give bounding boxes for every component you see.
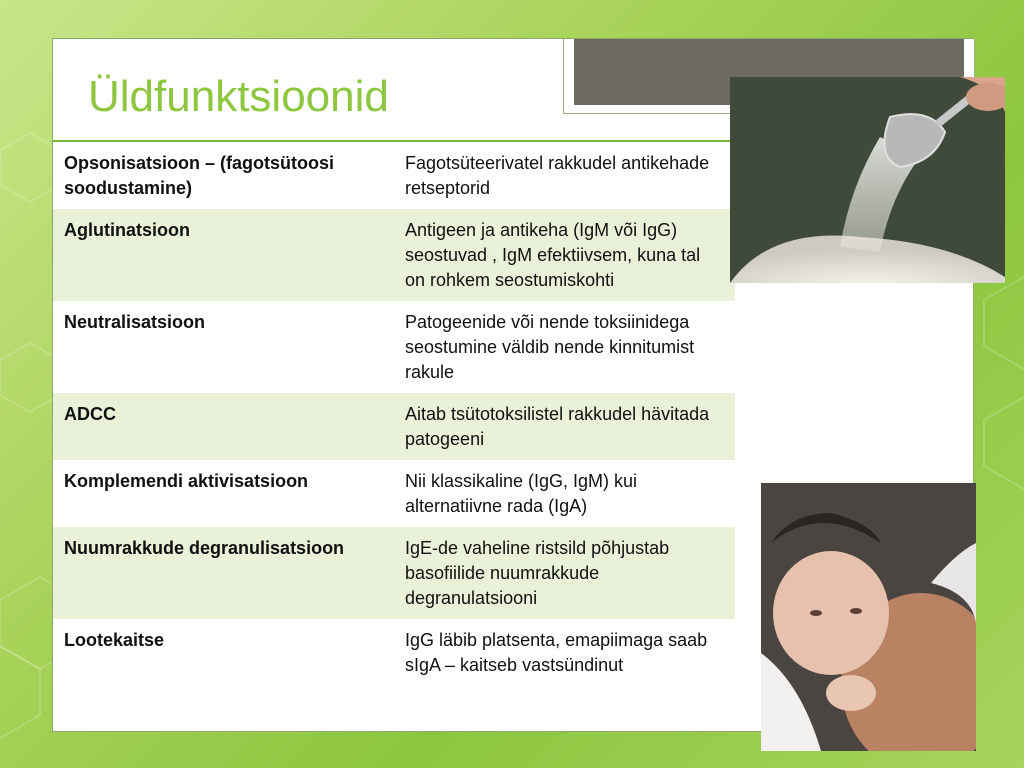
function-term: Neutralisatsioon [64, 312, 206, 332]
table-row [53, 393, 735, 460]
function-description: IgG läbib platsenta, emapiimaga saab sIgA – kaitseb vastsündinut [405, 630, 708, 675]
breastfeeding-baby-photo [761, 483, 976, 751]
function-term: Nuumrakkude degranulisatsioon [64, 538, 345, 558]
baby-illustration [761, 483, 976, 751]
functions-table [53, 140, 735, 686]
function-term: ADCC [64, 404, 116, 424]
function-description: Patogeenide või nende toksiinidega seostumine väldib nende kinnitumist rakule [405, 312, 695, 382]
table-row [53, 527, 735, 619]
page-title: Üldfunktsioonid [88, 72, 389, 121]
table-row [53, 141, 735, 209]
function-description: Antigeen ja antikeha (IgM või IgG) seostuvad , IgM efektiivsem, kuna tal on rohkem seostumiskohti [405, 220, 701, 290]
sugar-spoon-photo [730, 77, 1005, 283]
table-row [53, 619, 735, 686]
function-term: Komplemendi aktivisatsioon [64, 471, 309, 491]
table-row [53, 301, 735, 393]
function-description: Aitab tsütotoksilistel rakkudel hävitada patogeeni [405, 404, 710, 449]
function-description: IgE-de vaheline ristsild põhjustab basofiilide nuumrakkude degranulatsiooni [405, 538, 670, 608]
function-description: Nii klassikaline (IgG, IgM) kui alternatiivne rada (IgA) [405, 471, 638, 516]
function-term: Opsonisatsioon – (fagotsütoosi soodustamine) [64, 153, 335, 198]
sugar-spoon-illustration [730, 77, 1005, 283]
function-term: Aglutinatsioon [64, 220, 190, 240]
table-row [53, 209, 735, 301]
function-description: Fagotsüteerivatel rakkudel antikehade retseptorid [405, 153, 710, 198]
function-term: Lootekaitse [64, 630, 165, 650]
table-row [53, 460, 735, 527]
